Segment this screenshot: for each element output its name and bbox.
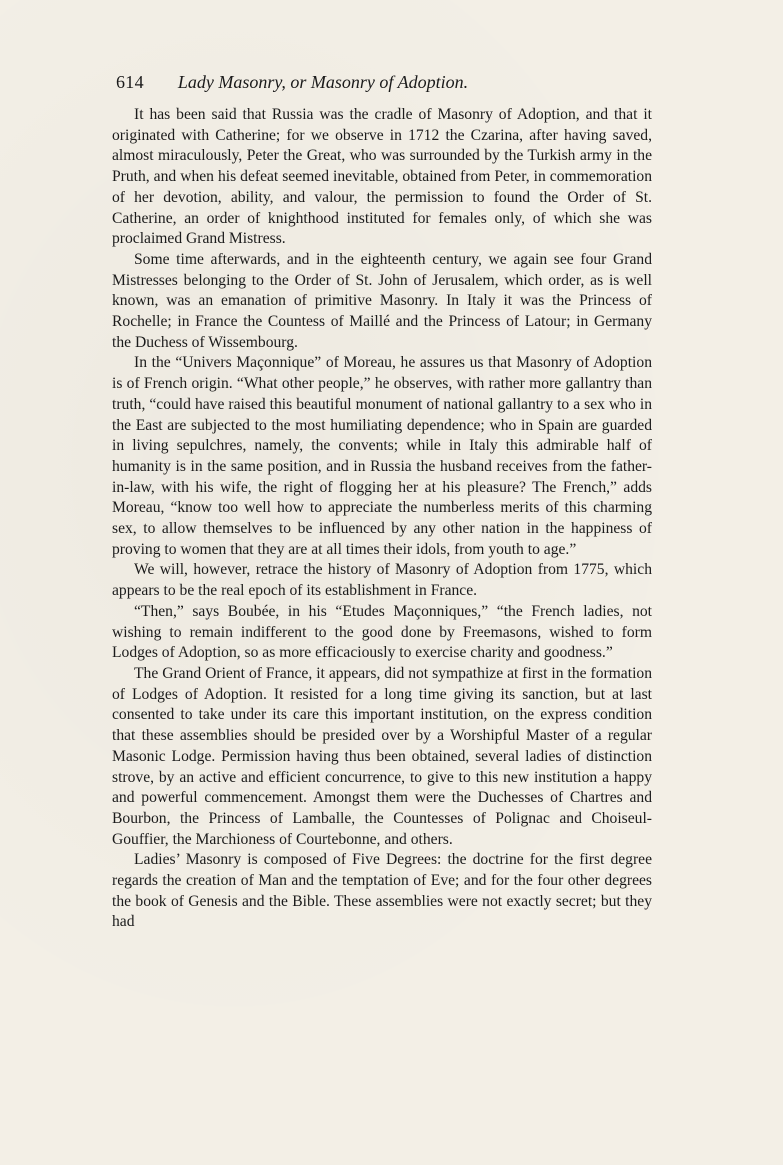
page-header <box>116 72 655 93</box>
paragraph: It has been said that Russia was the cradle of Masonry of Adoption, and that it originated with Catherine; for we observe in 1712 the Czarina, after having saved, almost miraculously, Peter the Great, who was surrounded by the Turkish army in the Pruth, and when his defeat seemed inevitable, obtained from Peter, in commemoration of her devotion, ability, and valour, the permission to found the Order of St. Catherine, an order of knighthood instituted for females only, of which she was proclaimed Grand Mistress. <box>112 106 652 248</box>
paragraph: In the “Univers Maçonnique” of Moreau, he assures us that Masonry of Adoption is of French origin. “What other people,” he observes, with rather more gallantry than truth, “could have raised this beautiful monument of national gallantry to a sex who in the East are subjected to the most humiliating dependence; who in Spain are guarded in living sepulchres, namely, the convents; while in Italy this admirable half of humanity is in the same position, and in Russia the husband receives from the father-in-law, with his wife, the right of flogging her at his pleasure? The French,” adds Moreau, “know too well how to appreciate the numberless merits of this charming sex, to allow themselves to be influenced by any other nation in the happiness of proving to women that they are at all times their idols, from youth to age.” <box>112 354 652 558</box>
paragraph: Ladies’ Masonry is composed of Five Degrees: the doctrine for the first degree regards the creation of Man and the temptation of Eve; and for the four other degrees the book of Genesis and the Bible. These assemblies were not exactly secret; but they had <box>112 851 652 931</box>
paragraph: “Then,” says Boubée, in his “Etudes Maçonniques,” “the French ladies, not wishing to remain indifferent to the good done by Freemasons, wished to form Lodges of Adoption, so as more efficaciously to exercise charity and goodness.” <box>112 602 652 662</box>
paragraph: We will, however, retrace the history of Masonry of Adoption from 1775, which appears to be the real epoch of its establishment in France. <box>112 561 652 600</box>
page-number: 614 <box>116 72 144 92</box>
body-text <box>112 105 652 933</box>
running-title: Lady Masonry, or Masonry of Adoption. <box>177 72 469 92</box>
paragraph: The Grand Orient of France, it appears, did not sympathize at first in the formation of Lodges of Adoption. It resisted for a long time giving its sanction, but at last consented to take under its care this important institution, on the express condition that these assemblies should be presided over by a Worshipful Master of a regular Masonic Lodge. Permission having thus been obtained, several ladies of distinction strove, by an active and efficient concurrence, to give to this new institution a happy and powerful commencement. Amongst them were the Duchesses of Chartres and Bourbon, the Princess of Lamballe, the Countesses of Polignac and Choiseul-Gouffier, the Marchioness of Courtebonne, and others. <box>112 664 652 848</box>
paragraph: Some time afterwards, and in the eighteenth century, we again see four Grand Mistresses belonging to the Order of St. John of Jerusalem, which order, as is well known, was an emanation of primitive Masonry. In Italy it was the Princess of Rochelle; in France the Countess of Maillé and the Princess of Latour; in Germany the Duchess of Wissembourg. <box>112 250 652 351</box>
